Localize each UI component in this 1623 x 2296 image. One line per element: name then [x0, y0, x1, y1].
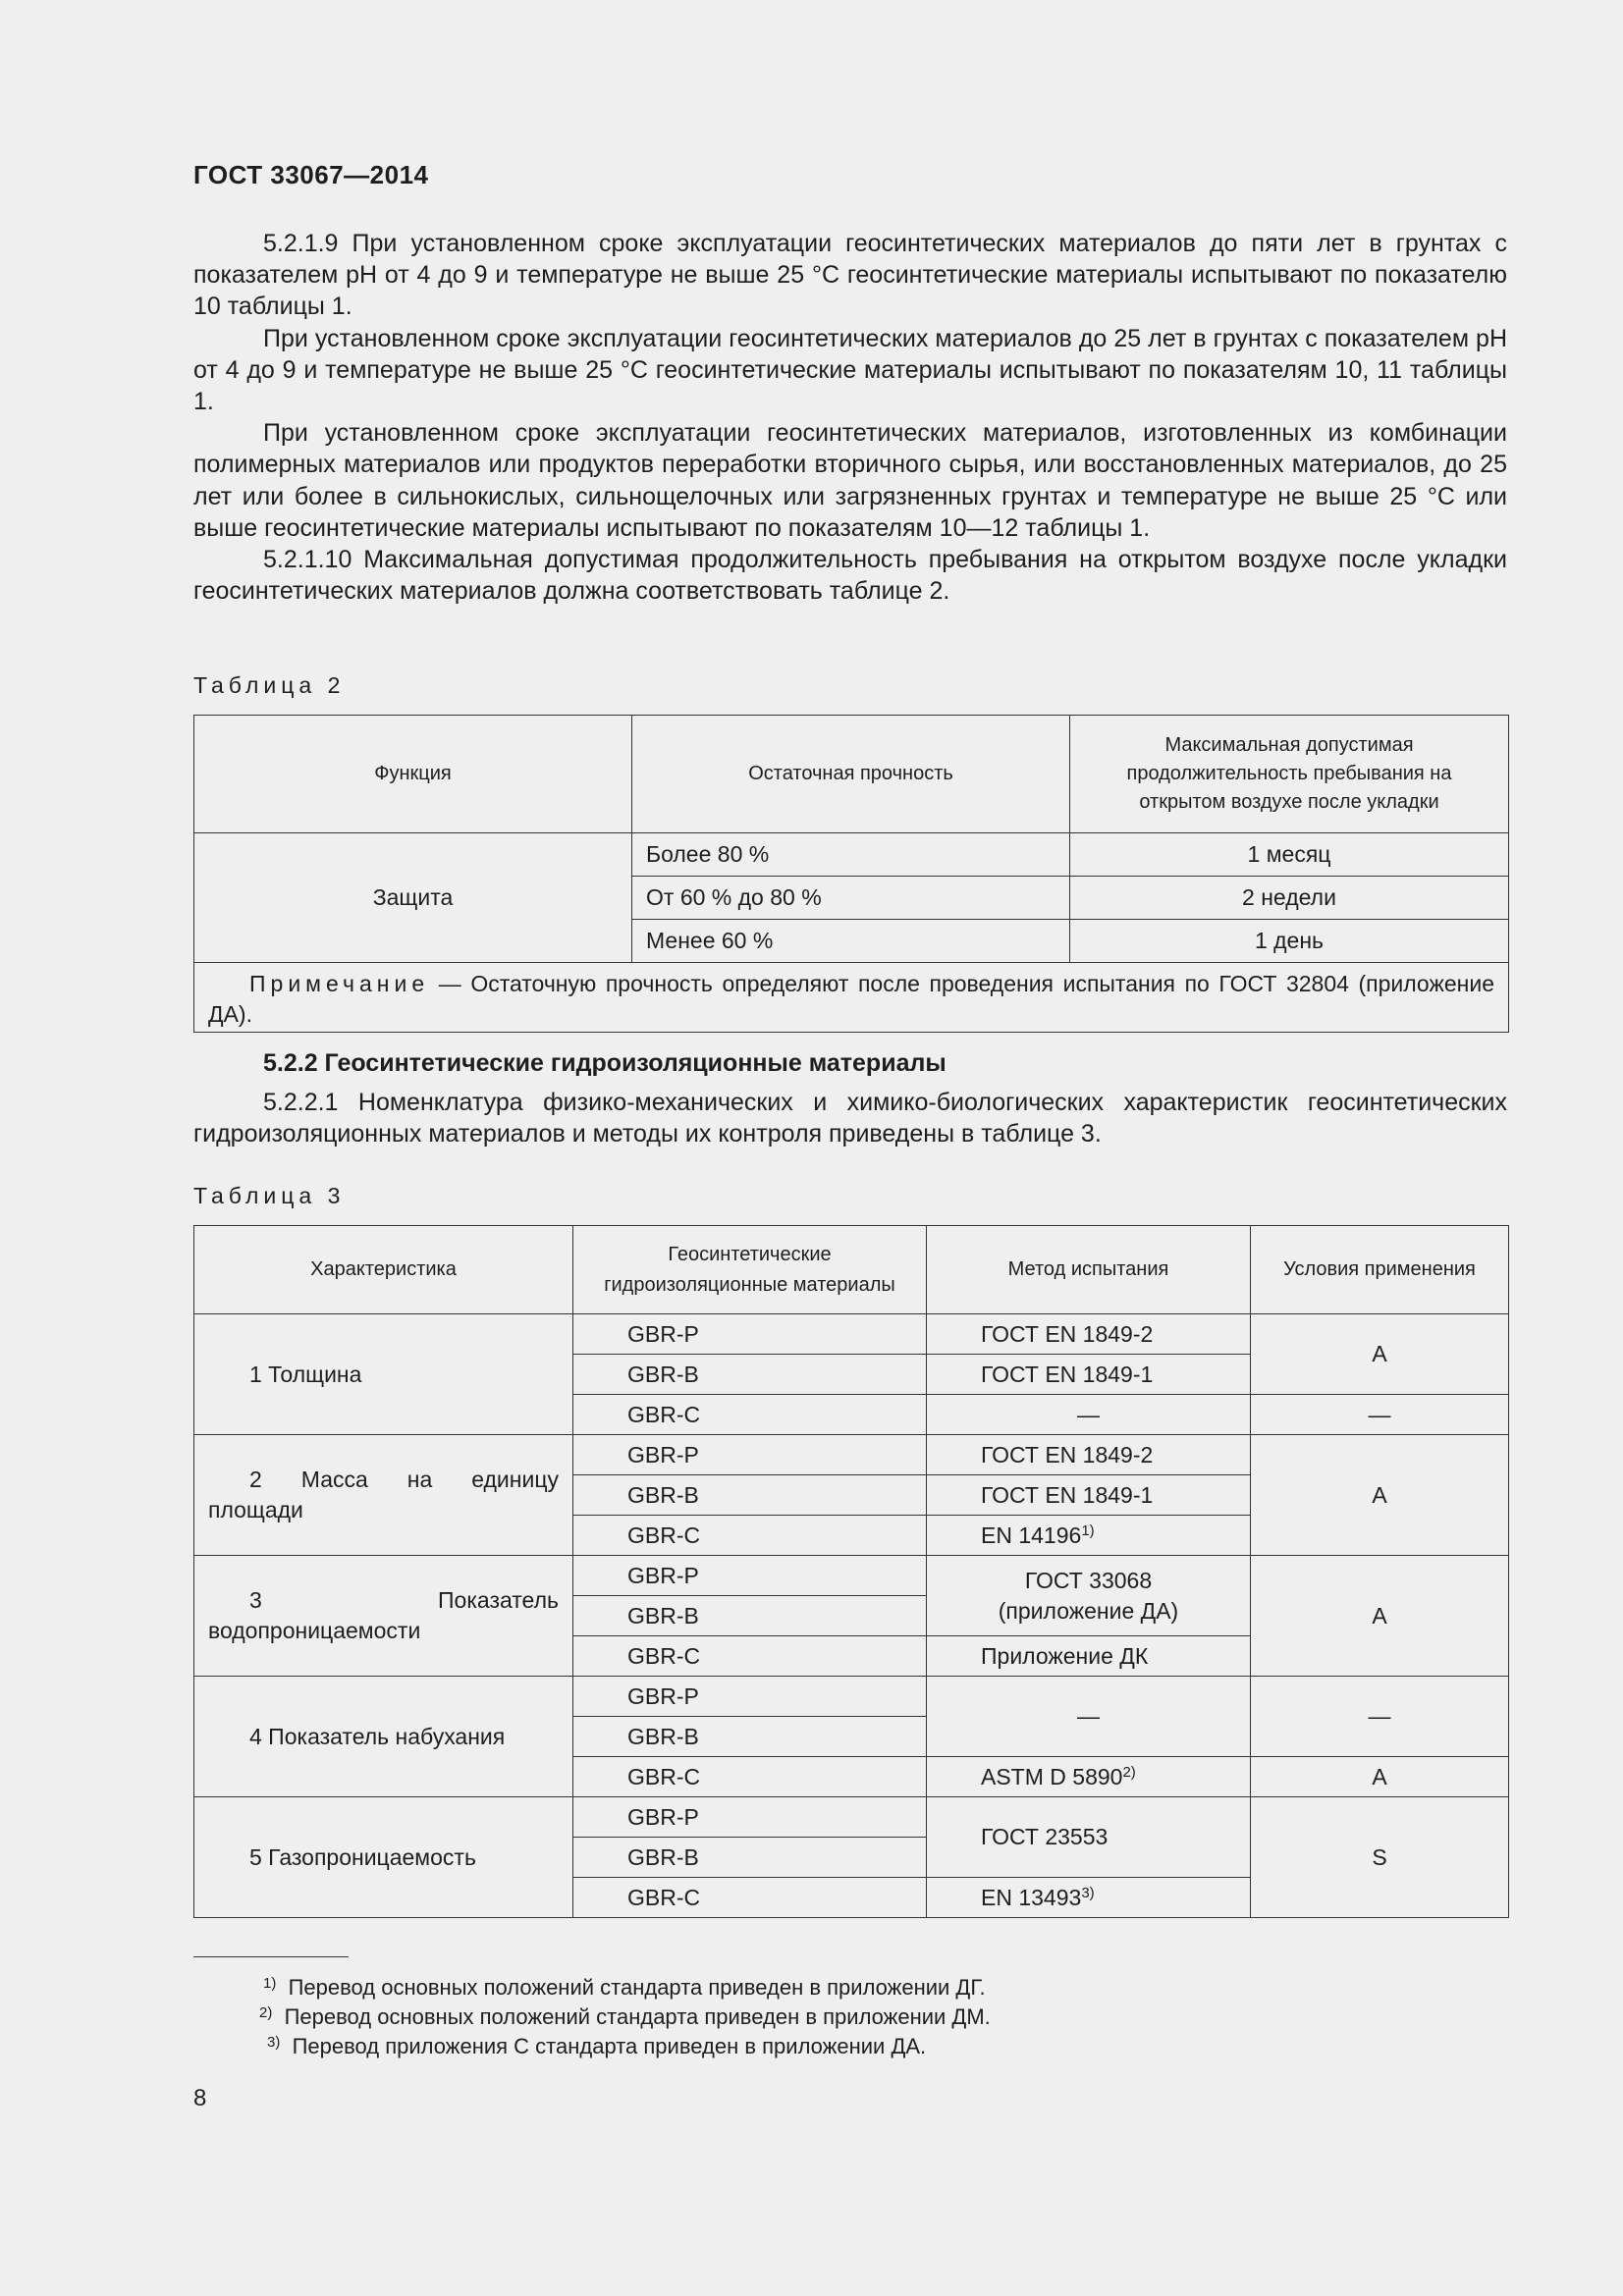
table3-condition-cell: — — [1251, 1395, 1509, 1435]
body-text-top — [193, 228, 1507, 607]
paragraph: При установленном сроке эксплуатации геосинтетических материалов до 25 лет в грунтах с показателем pH от 4 до 9 и температуре не выше 25 °С геосинтетические материалы испытывают по показателям 10, 11 таблицы 1. — [193, 324, 1507, 416]
footnote-text: Перевод приложения С стандарта приведен в приложении ДА. — [292, 2034, 927, 2058]
footnote — [259, 2004, 991, 2030]
table2-function-cell: Защита — [194, 833, 632, 963]
table3-characteristic-cell — [194, 1797, 573, 1918]
table3-method-cell: — — [927, 1677, 1251, 1757]
footnote-mark: 2) — [259, 2004, 273, 2021]
paragraph: При установленном сроке эксплуатации геосинтетических материалов, изготовленных из комбинации полимерных материалов или продуктов переработки вторичного сырья, или восстановленных материалов, до 25 лет или более в сильнокислых, сильнощелочных или загрязненных грунтах и температуре не выше 25 °С или выше геосинтетические материалы испытывают по показателям 10—12 таблицы 1. — [193, 419, 1507, 542]
table3-material-cell: GBR-B — [573, 1355, 927, 1395]
footnote-ref: 1) — [1081, 1522, 1095, 1539]
table3-condition-cell: А — [1251, 1757, 1509, 1797]
body-text-522 — [193, 1087, 1507, 1149]
note-label: Примечание — [249, 971, 430, 996]
table3-material-cell: GBR-C — [573, 1395, 927, 1435]
table3-method-cell: ГОСТ EN 1849-2 — [927, 1314, 1251, 1355]
table3-material-cell: GBR-B — [573, 1838, 927, 1878]
table3-method-cell: ГОСТ 33068 (приложение ДА) — [927, 1556, 1251, 1636]
footnote — [267, 2034, 926, 2059]
note-text: — Остаточную прочность определяют после проведения испытания по ГОСТ 32804 (приложение ДА). — [208, 971, 1494, 1027]
table3-condition-cell: А — [1251, 1556, 1509, 1677]
table3-material-cell: GBR-P — [573, 1556, 927, 1596]
table3-characteristic-cell — [194, 1314, 573, 1435]
table2-strength-cell: От 60 % до 80 % — [632, 877, 1070, 920]
characteristic-text: 2 Масса на единицу площади — [208, 1467, 559, 1522]
footnote-text: Перевод основных положений стандарта приведен в приложении ДГ. — [288, 1975, 986, 2000]
table2-duration-cell: 1 день — [1070, 920, 1509, 963]
table3-method-cell: Приложение ДК — [927, 1636, 1251, 1677]
method-text: ASTM D 5890 — [981, 1763, 1123, 1789]
table3-method-cell — [927, 1757, 1251, 1797]
table3-header-characteristic: Характеристика — [194, 1226, 573, 1314]
table3-material-cell: GBR-P — [573, 1677, 927, 1717]
table3-label: Таблица 3 — [193, 1183, 346, 1208]
characteristic-text: 5 Газопроницаемость — [249, 1843, 476, 1870]
table3-method-cell: ГОСТ 23553 — [927, 1797, 1251, 1878]
table2-strength-cell: Менее 60 % — [632, 920, 1070, 963]
table2-duration-cell: 2 недели — [1070, 877, 1509, 920]
footnote-mark: 3) — [267, 2034, 281, 2051]
footnote-mark: 1) — [263, 1975, 277, 1992]
table3-method-cell: — — [927, 1395, 1251, 1435]
footnote — [263, 1975, 986, 2001]
table3-material-cell: GBR-C — [573, 1757, 927, 1797]
table3-condition-cell: А — [1251, 1435, 1509, 1556]
footnote-ref: 2) — [1122, 1763, 1136, 1781]
table3-material-cell: GBR-P — [573, 1797, 927, 1838]
table3-characteristic-cell — [194, 1435, 573, 1556]
table3-header-materials: Геосинтетические гидроизоляционные материалы — [573, 1226, 927, 1314]
characteristic-text: 4 Показатель набухания — [249, 1723, 506, 1749]
table2-label: Таблица 2 — [193, 672, 346, 698]
table3-method-cell: ГОСТ EN 1849-2 — [927, 1435, 1251, 1475]
table3-condition-cell: А — [1251, 1314, 1509, 1395]
table3-material-cell: GBR-P — [573, 1435, 927, 1475]
table3-method-cell — [927, 1878, 1251, 1918]
method-text: EN 13493 — [981, 1884, 1082, 1910]
table2-note — [194, 963, 1509, 1033]
table-2 — [193, 715, 1509, 1033]
document-header: ГОСТ 33067—2014 — [193, 160, 429, 189]
paragraph: 5.2.2.1 Номенклатура физико-механических и химико-биологических характеристик геосинтетических гидроизоляционных материалов и методы их контроля приведены в таблице 3. — [193, 1089, 1507, 1148]
characteristic-text: 3 Показатель водопроницаемости — [208, 1587, 559, 1643]
table3-method-cell — [927, 1516, 1251, 1556]
table3-condition-cell: — — [1251, 1677, 1509, 1757]
table3-header-method: Метод испытания — [927, 1226, 1251, 1314]
table2-strength-cell: Более 80 % — [632, 833, 1070, 877]
table3-material-cell: GBR-C — [573, 1878, 927, 1918]
table3-condition-cell: S — [1251, 1797, 1509, 1918]
table3-method-cell: ГОСТ EN 1849-1 — [927, 1355, 1251, 1395]
section-title: 5.2.2 Геосинтетические гидроизоляционные материалы — [263, 1049, 947, 1077]
table3-header-conditions: Условия применения — [1251, 1226, 1509, 1314]
characteristic-text: 1 Толщина — [249, 1361, 362, 1387]
footnote-text: Перевод основных положений стандарта приведен в приложении ДМ. — [284, 2004, 991, 2029]
table-3 — [193, 1225, 1509, 1918]
table3-material-cell: GBR-B — [573, 1596, 927, 1636]
table3-characteristic-cell — [194, 1556, 573, 1677]
method-text: EN 14196 — [981, 1522, 1082, 1548]
table2-header-strength: Остаточная прочность — [632, 716, 1070, 833]
footnote-ref: 3) — [1081, 1884, 1095, 1901]
table2-header-duration: Максимальная допустимая продолжительность пребывания на открытом воздухе после укладки — [1070, 716, 1509, 833]
page-number: 8 — [193, 2085, 207, 2111]
paragraph: 5.2.1.10 Максимальная допустимая продолжительность пребывания на открытом воздухе после укладки геосинтетических материалов должна соответствовать таблице 2. — [193, 546, 1507, 606]
table2-duration-cell: 1 месяц — [1070, 833, 1509, 877]
table3-material-cell: GBR-B — [573, 1475, 927, 1516]
table3-material-cell: GBR-B — [573, 1717, 927, 1757]
footnote-divider — [193, 1956, 349, 1957]
table3-material-cell: GBR-C — [573, 1516, 927, 1556]
table3-characteristic-cell — [194, 1677, 573, 1797]
table3-material-cell: GBR-P — [573, 1314, 927, 1355]
table3-material-cell: GBR-C — [573, 1636, 927, 1677]
table3-method-cell: ГОСТ EN 1849-1 — [927, 1475, 1251, 1516]
paragraph: 5.2.1.9 При установленном сроке эксплуатации геосинтетических материалов до пяти лет в грунтах с показателем pH от 4 до 9 и температуре не выше 25 °С геосинтетические материалы испытывают по показателю 10 таблицы 1. — [193, 230, 1507, 321]
table2-header-function: Функция — [194, 716, 632, 833]
